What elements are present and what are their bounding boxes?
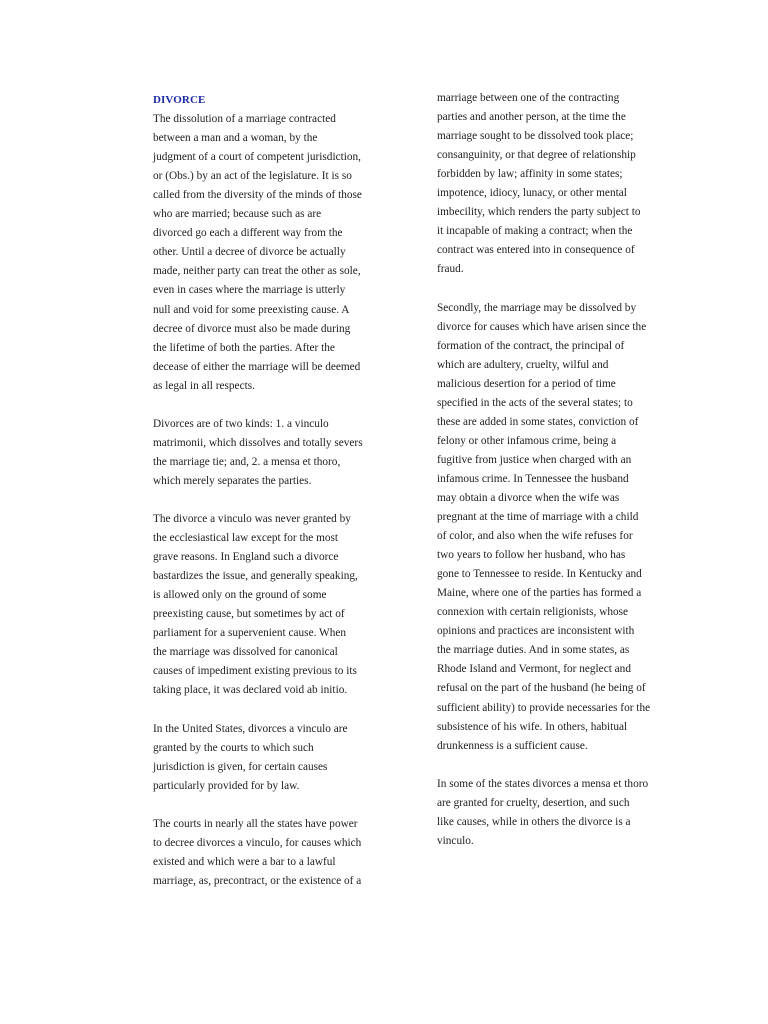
paragraph-definition: The dissolution of a marriage contracted between a man and a woman, by the judgment of a court of competent jurisdiction, or (Obs.) by an act of the legislature. It is so called from the diversity of the minds of those who are married; because such as are divorced go each a different way from the other. Until a decree of divorce be actually made, neither party can treat the other as sole, even in cases where the marriage is utterly null and void for some preexisting cause. A decree of divorce must also be made during the lifetime of both the parties. After the decease of either the marriage will be deemed as legal in all respects. — [153, 113, 362, 392]
left-column — [153, 91, 393, 891]
paragraph-courts-continued: marriage between one of the contracting parties and another person, at the time the marriage sought to be dissolved took place; consanguinity, or that degree of relationship forbidden by law; affinity in some states; impotence, idiocy, lunacy, or other mental imbecility, which renders the party subject to it incapable of making a contract; when the contract was entered into in consequence of fraud. — [437, 92, 641, 276]
paragraph-mensa-et-thoro: In some of the states divorces a mensa et thoro are granted for cruelty, desertion, and such like causes, while in others the divorce is a vinculo. — [437, 777, 649, 847]
paragraph-kinds: Divorces are of two kinds: 1. a vinculo matrimonii, which dissolves and totally severs the marriage tie; and, 2. a mensa et thoro, which merely separates the parties. — [153, 417, 363, 487]
section-heading: DIVORCE — [153, 94, 206, 106]
right-column — [437, 89, 682, 851]
paragraph-secondly: Secondly, the marriage may be dissolved by divorce for causes which have arisen since the formation of the contract, the principal of which are adultery, cruelty, wilful and malicious desertion for a period of time specified in the acts of the several states; to these are added in some states, conviction of felony or other infamous crime, being a fugitive from justice when charged with an infamous crime. In Tennessee the husband may obtain a divorce when the wife was pregnant at the time of marriage with a child of color, and also when the wife refuses for two years to follow her husband, who has gone to Tennessee to reside. In Kentucky and Maine, where one of the parties has formed a connexion with certain religionists, whose opinions and practices are inconsistent with the marriage duties. And in some states, as Rhode Island and Vermont, for neglect and refusal on the part of the husband (he being of sufficient ability) to provide necessaries for the subsistence of his wife. In others, habitual drunkenness is a sufficient cause. — [437, 301, 651, 752]
paragraph-united-states: In the United States, divorces a vinculo are granted by the courts to which such jurisdiction is given, for certain causes particularly provided for by law. — [153, 722, 348, 792]
paragraph-vinculo: The divorce a vinculo was never granted by the ecclesiastical law except for the most grave reasons. In England such a divorce bastardizes the issue, and generally speaking, is allowed only on the ground of some preexisting cause, but sometimes by act of parliament for a supervenient cause. When the marriage was dissolved for canonical causes of impediment existing previous to its taking place, it was declared void ab initio. — [153, 513, 358, 697]
paragraph-courts: The courts in nearly all the states have power to decree divorces a vinculo, for causes which existed and which were a bar to a lawful marriage, as, precontract, or the existence of a — [153, 817, 362, 887]
